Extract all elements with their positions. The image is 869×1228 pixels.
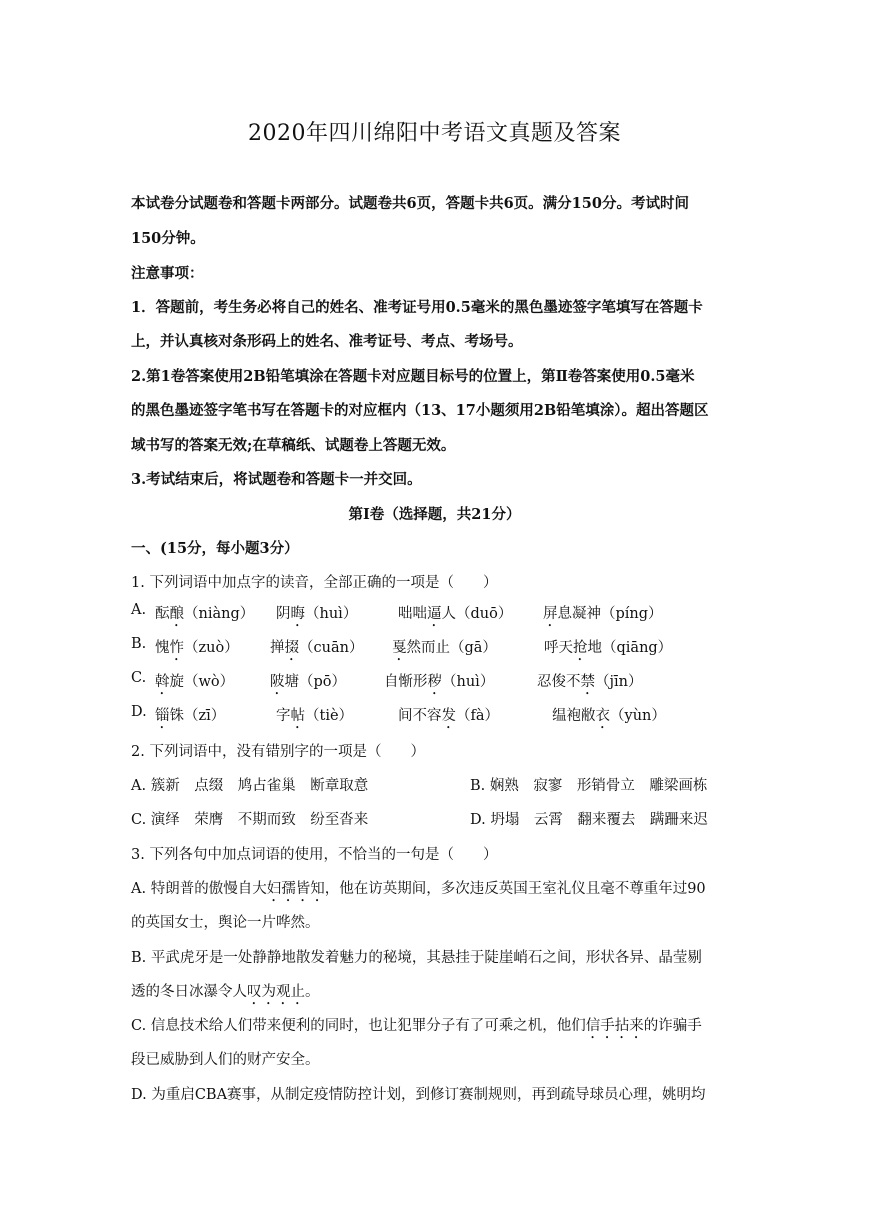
note-1-line-1: 1．答题前，考生务必将自己的姓名、准考证号用0.5毫米的黑色墨迹签字笔填写在答题卡 — [131, 299, 703, 316]
question-2-option-a: A. 簇新 点缀 鸠占雀巢 断章取意 — [131, 778, 369, 794]
option-word: 自惭形秽（huì） — [384, 674, 495, 690]
question-3-option-a-line-2: 的英国女士，舆论一片哗然。 — [131, 915, 320, 931]
question-3-option-c-line-1: C. 信息技术给人们带来便利的同时，也让犯罪分子有了可乘之机，他们信手拈来的诈骗手 — [131, 1018, 702, 1034]
option-label: D. — [131, 704, 147, 720]
question-3-option-c-line-2: 段已威胁到人们的财产安全。 — [131, 1052, 320, 1068]
page-title: 2020年四川绵阳中考语文真题及答案 — [248, 121, 621, 146]
notes-heading: 注意事项： — [131, 265, 204, 282]
section-title: 第Ⅰ卷（选择题，共21分） — [348, 506, 521, 523]
option-word: 愧怍（zuò） — [155, 640, 239, 656]
question-2-option-b: B. 娴熟 寂寥 形销骨立 雕梁画栋 — [470, 778, 708, 794]
option-label: B. — [131, 636, 147, 652]
intro-line-2: 150分钟。 — [131, 230, 205, 247]
question-3-option-b-line-1: B. 平武虎牙是一处静静地散发着魅力的秘境，其悬挂于陡崖峭石之间，形状各异、晶莹剔 — [131, 950, 702, 966]
option-word: 缊袍敝衣（yùn） — [552, 708, 666, 724]
option-word: 咄咄逼人（duō） — [398, 606, 513, 622]
question-2-stem: 2. 下列词语中，没有错别字的一项是（ ） — [131, 744, 425, 760]
option-word: 屏息凝神（píng） — [543, 606, 663, 622]
option-word: 忍俊不禁（jīn） — [537, 674, 643, 690]
part-1-heading: 一、(15分，每小题3分） — [131, 540, 299, 557]
option-word: 字帖（tiè） — [276, 708, 354, 724]
option-word: 阴晦（huì） — [276, 606, 358, 622]
note-2-line-2: 的黑色墨迹签字笔书写在答题卡的对应框内（13、17小题须用2B铅笔填涂）。超出答题区 — [131, 402, 709, 419]
note-2-line-3: 域书写的答案无效;在草稿纸、试题卷上答题无效。 — [131, 437, 456, 454]
option-word: 戛然而止（gā） — [392, 640, 497, 656]
option-word: 呼天抢地（qiāng） — [544, 640, 673, 656]
option-word: 锱铢（zī） — [155, 708, 226, 724]
note-2-line-1: 2.第1卷答案使用2B铅笔填涂在答题卡对应题目标号的位置上，第Ⅱ卷答案使用0.5毫米 — [131, 368, 695, 385]
note-3: 3.考试结束后，将试题卷和答题卡一并交回。 — [131, 471, 422, 488]
option-word: 斡旋（wò） — [155, 674, 235, 690]
question-3-stem: 3. 下列各句中加点词语的使用，不恰当的一句是（ ） — [131, 847, 498, 863]
option-label: A. — [131, 602, 147, 618]
option-word: 掸掇（cuān） — [270, 640, 364, 656]
question-3-option-a-line-1: A. 特朗普的傲慢自大妇孺皆知，他在访英期间，多次违反英国王室礼仪且毫不尊重年过90 — [131, 881, 706, 897]
option-word: 陂塘（pō） — [270, 674, 347, 690]
question-2-option-d: D. 坍塌 云霄 翻来覆去 蹒跚来迟 — [470, 812, 708, 828]
question-3-option-d-line-1: D. 为重启CBA赛事，从制定疫情防控计划，到修订赛制规则，再到疏导球员心理，姚明均 — [131, 1087, 706, 1103]
option-word: 间不容发（fà） — [398, 708, 500, 724]
note-1-line-2: 上，并认真核对条形码上的姓名、准考证号、考点、考场号。 — [131, 333, 523, 350]
question-1-stem: 1. 下列词语中加点字的读音，全部正确的一项是（ ） — [131, 575, 498, 591]
question-2-option-c: C. 演绎 荣膺 不期而致 纷至沓来 — [131, 812, 369, 828]
option-word: 酝酿（niàng） — [155, 606, 255, 622]
question-3-option-b-line-2: 透的冬日冰瀑令人叹为观止。 — [131, 984, 320, 1000]
intro-line-1: 本试卷分试题卷和答题卡两部分。试题卷共6页，答题卡共6页。满分150分。考试时间 — [131, 195, 689, 212]
option-label: C. — [131, 670, 147, 686]
